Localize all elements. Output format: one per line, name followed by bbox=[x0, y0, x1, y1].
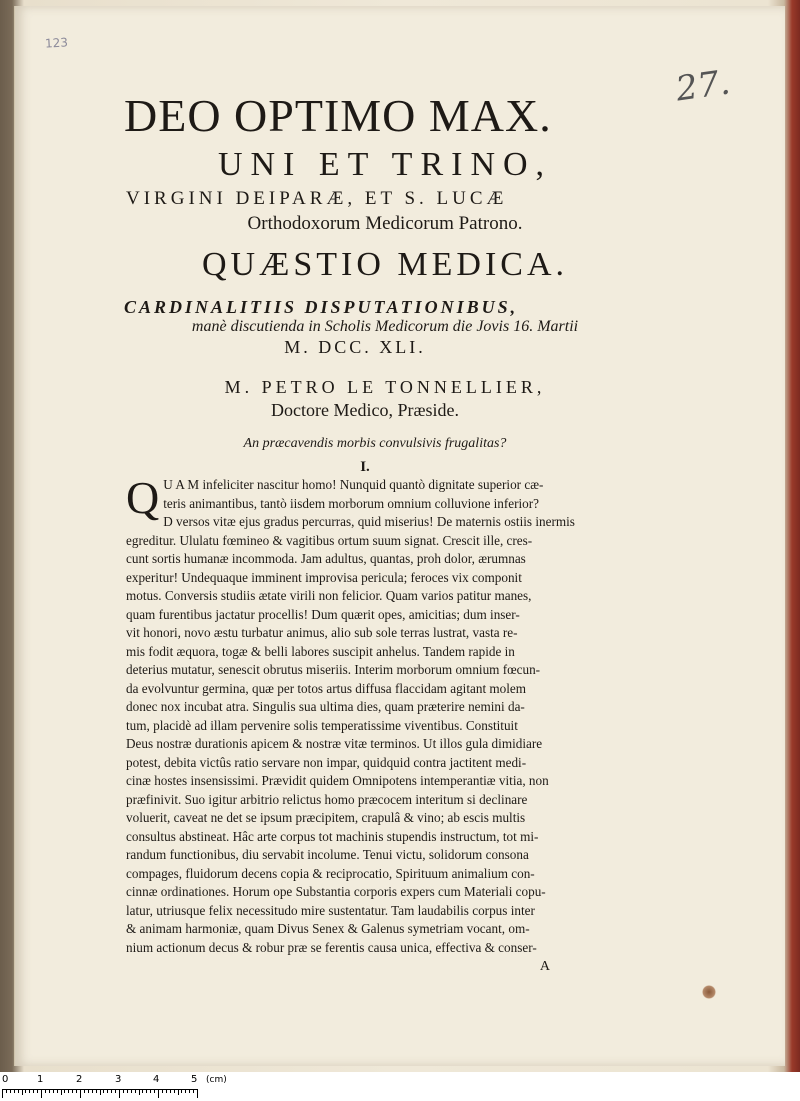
scale-ruler bbox=[0, 1072, 800, 1101]
body-line: Deus nostræ durationis apicem & nostræ vitæ terminos. Ut illos gula dimidiare bbox=[126, 736, 543, 751]
body-line: D versos vitæ ejus gradus percurras, quid miserius! De maternis ostiis inermis bbox=[163, 514, 575, 529]
ruler-tick bbox=[115, 1089, 116, 1093]
ruler-tick bbox=[197, 1089, 198, 1098]
ruler-tick bbox=[181, 1089, 182, 1093]
body-line: potest, debita victûs ratio servare non impar, quidquid contra jactitent medi- bbox=[126, 754, 527, 770]
ruler-tick bbox=[185, 1089, 186, 1093]
ruler-tick bbox=[111, 1089, 112, 1093]
paper-page bbox=[14, 6, 785, 1066]
body-line: cinnæ ordinationes. Horum ope Substantia corporis expers cum Materiali copu- bbox=[126, 884, 546, 899]
shelfmark-annotation: 123 bbox=[44, 35, 69, 51]
body-line: præfinivit. Suo igitur arbitrio relictus homo præcocem interitum si declinare bbox=[126, 791, 528, 807]
body-line: donec nox incubat atra. Singulis sua ultima dies, quam præterire nemini da- bbox=[126, 699, 525, 714]
ruler-tick bbox=[162, 1089, 163, 1093]
body-line: cinæ hostes insensissimi. Prævidit quidem Omnipotens intemperantiæ vitia, non bbox=[126, 773, 549, 788]
body-line: latur, utriusque felix necessitudo mire sustentatur. Tam laudabilis corpus inter bbox=[126, 902, 535, 918]
ruler-tick bbox=[18, 1089, 19, 1093]
ruler-tick bbox=[166, 1089, 167, 1093]
ruler-tick bbox=[2, 1089, 3, 1098]
ruler-number: 5 bbox=[191, 1074, 198, 1085]
ruler-tick bbox=[76, 1089, 77, 1093]
ruler-number: 4 bbox=[153, 1074, 160, 1085]
ruler-tick bbox=[68, 1089, 69, 1093]
ruler-tick bbox=[178, 1089, 179, 1095]
ruler-tick bbox=[100, 1089, 101, 1095]
ruler-tick bbox=[139, 1089, 140, 1095]
ruler-tick bbox=[88, 1089, 89, 1093]
body-line: compages, fluidorum decens copia & reciprocatio, Spirituum animalium con- bbox=[126, 865, 535, 881]
ruler-tick bbox=[29, 1089, 30, 1093]
ruler-tick bbox=[10, 1089, 11, 1093]
paper-stain bbox=[702, 985, 716, 999]
body-line: consultus abstineat. Hâc arte corpus tot machinis stupendis instructum, tot mi- bbox=[126, 828, 539, 844]
ruler-tick bbox=[57, 1089, 58, 1093]
ruler-number: 0 bbox=[2, 1074, 9, 1085]
ruler-tick bbox=[41, 1089, 42, 1098]
ruler-tick bbox=[154, 1089, 155, 1093]
body-line: cunt sortis humanæ incommoda. Jam adultus, quantas, proh dolor, ærumnas bbox=[126, 551, 526, 566]
body-line: da evolvuntur germina, quæ per totos artus diffusa flaccidam agitant molem bbox=[126, 680, 527, 696]
ruler-tick bbox=[64, 1089, 65, 1093]
body-line: randum functionibus, diu servabit incolume. Tenui victu, solidorum consona bbox=[126, 847, 529, 862]
ruler-tick bbox=[37, 1089, 38, 1093]
ruler-tick bbox=[127, 1089, 128, 1093]
catchword: A bbox=[539, 959, 550, 974]
ruler-tick bbox=[6, 1089, 7, 1093]
title-questio: QUÆSTIO MEDICA. bbox=[202, 246, 568, 283]
title-year: M. DCC. XLI. bbox=[284, 337, 426, 357]
body-line: & animam harmoniæ, quam Divus Senex & Galenus symetriam vocant, om- bbox=[126, 921, 530, 936]
ruler-tick bbox=[158, 1089, 159, 1098]
question-heading: An præcavendis morbis convulsivis frugalitas? bbox=[243, 436, 507, 451]
ruler-tick bbox=[72, 1089, 73, 1093]
ruler-tick bbox=[174, 1089, 175, 1093]
document-content bbox=[124, 88, 640, 975]
ruler-tick bbox=[45, 1089, 46, 1093]
ruler-tick bbox=[123, 1089, 124, 1093]
drop-cap: Q bbox=[126, 472, 160, 523]
ruler-tick bbox=[150, 1089, 151, 1093]
body-line: teris animantibus, tantò iisdem morborum omnium colluvione inferior? bbox=[163, 495, 540, 511]
body-line: voluerit, caveat ne det se ipsum præcipitem, crapulâ & vino; ab escis multis bbox=[126, 810, 526, 825]
ruler-tick bbox=[135, 1089, 136, 1093]
ruler-tick bbox=[84, 1089, 85, 1093]
body-line: quam furentibus jactatur procellis! Dum quærit opes, amicitias; dum inser- bbox=[126, 606, 520, 622]
ruler-tick bbox=[142, 1089, 143, 1093]
ruler-number: 3 bbox=[115, 1074, 122, 1085]
ruler-tick bbox=[25, 1089, 26, 1093]
ruler-number: 2 bbox=[76, 1074, 83, 1085]
ruler-tick bbox=[33, 1089, 34, 1093]
title-praeses-role: Doctore Medico, Præside. bbox=[271, 400, 459, 420]
ruler-tick bbox=[61, 1089, 62, 1095]
body-paragraph bbox=[126, 472, 646, 957]
title-virgin: VIRGINI DEIPARÆ, ET S. LUCÆ bbox=[126, 188, 508, 209]
body-line: mis fodit æquora, togæ & belli labores suscipit anhelus. Tandem rapide in bbox=[126, 643, 515, 659]
ruler-tick bbox=[189, 1089, 190, 1093]
folio-number-annotation: 27. bbox=[673, 62, 733, 110]
ruler-tick bbox=[170, 1089, 171, 1093]
ruler-tick bbox=[80, 1089, 81, 1098]
ruler-tick bbox=[92, 1089, 93, 1093]
body-line: motus. Conversis studiis ætate virili non felicior. Quam varios patitur manes, bbox=[126, 588, 532, 603]
ruler-tick bbox=[14, 1089, 15, 1093]
body-line: egreditur. Ululatu fœmineo & vagitibus ortum suum signat. Crescit ille, cres- bbox=[126, 532, 533, 548]
ruler-unit-label: (cm) bbox=[206, 1075, 227, 1085]
ruler-tick bbox=[119, 1089, 120, 1098]
body-line: nium actionum decus & robur præ se ferentis causa unica, effectiva & conser- bbox=[126, 939, 537, 955]
title-date-line: manè discutienda in Scholis Medicorum die Jovis 16. Martii bbox=[191, 318, 579, 335]
ruler-tick bbox=[49, 1089, 50, 1093]
section-number: I. bbox=[360, 459, 370, 475]
body-line: U A M infeliciter nascitur homo! Nunquid quantò dignitate superior cæ- bbox=[163, 477, 544, 492]
title-trinity: UNI ET TRINO, bbox=[217, 146, 553, 183]
body-line: deterius mutatur, senescit obrutus miseriis. Interim morborum omnium fœcun- bbox=[126, 662, 541, 677]
ruler-tick bbox=[96, 1089, 97, 1093]
ruler-tick bbox=[53, 1089, 54, 1093]
title-praeses-name: M. PETRO LE TONNELLIER, bbox=[224, 377, 546, 397]
ruler-tick bbox=[22, 1089, 23, 1095]
ruler-tick bbox=[146, 1089, 147, 1093]
body-line: experitur! Undequaque imminent improvisa pericula; feroces vix componit bbox=[126, 569, 522, 585]
title-dedication: DEO OPTIMO MAX. bbox=[124, 90, 552, 141]
body-line: vit honori, novo æstu turbatur animus, alio sub sole terras lustrat, vasta re- bbox=[126, 625, 518, 640]
ruler-tick bbox=[131, 1089, 132, 1093]
ruler-tick bbox=[103, 1089, 104, 1093]
ruler-tick bbox=[107, 1089, 108, 1093]
title-disputationibus: CARDINALITIIS DISPUTATIONIBUS, bbox=[124, 297, 519, 317]
ruler-tick bbox=[193, 1089, 194, 1093]
body-line: tum, placidè ad illam pervenire solis temperatissime viventibus. Constituit bbox=[126, 717, 518, 733]
ruler-number: 1 bbox=[37, 1074, 44, 1085]
title-patron: Orthodoxorum Medicorum Patrono. bbox=[247, 213, 523, 234]
